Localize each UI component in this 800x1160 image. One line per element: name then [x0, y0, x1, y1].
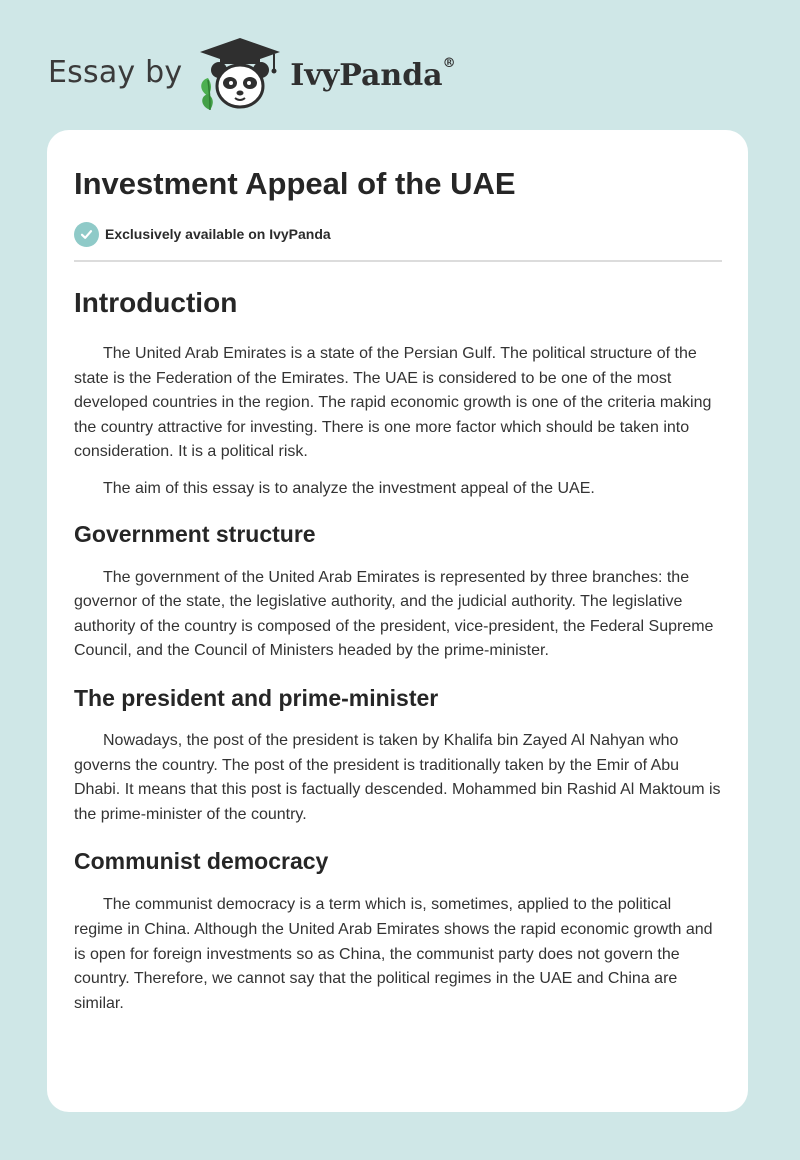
paragraph: The government of the United Arab Emirates is represented by three branches: the governor of the state, the legislative authority, and the judicial authority. The legislative authority of the country is composed of the president, vice-president, the Federal Supreme Council, and the Council of Ministers headed by the prime-minister. — [74, 568, 714, 660]
paragraph: The aim of this essay is to analyze the investment appeal of the UAE. — [103, 479, 595, 497]
brand-prefix: Essay by — [48, 54, 183, 90]
exclusive-badge-label: Exclusively available on IvyPanda — [105, 226, 331, 242]
paragraph: The communist democracy is a term which is, sometimes, applied to the political regime in China. Although the United Arab Emirates shows the rapid economic growth and is open for foreign investments so as China, the communist party does not govern the country. Therefore, we cannot say that the political regimes in the UAE and China are similar. — [74, 896, 713, 1012]
section-communist-democracy — [74, 847, 722, 1016]
paragraph: The United Arab Emirates is a state of the Persian Gulf. The political structure of the state is the Federation of the Emirates. The UAE is considered to be one of the most developed countries in the region. The rapid economic growth is one of the criteria making the country attractive for investing. There is one more factor which should be taken into consideration. It is a political risk. — [74, 345, 712, 461]
section-president-prime-minister — [74, 684, 722, 827]
brand-name[interactable]: IvyPanda® — [290, 55, 456, 93]
paragraph: Nowadays, the post of the president is taken by Khalifa bin Zayed Al Nahyan who governs the country. The post of the president is traditionally taken by the Emir of Abu Dhabi. It means that this post is factually descended. Mohammed bin Rashid Al Maktoum is the prime-minister of the country. — [74, 731, 721, 823]
checkmark-icon — [74, 222, 99, 247]
section-heading-government-structure: Government structure — [74, 520, 316, 547]
essay-title: Investment Appeal of the UAE — [74, 166, 516, 201]
section-heading-introduction: Introduction — [74, 287, 238, 318]
site-header — [48, 34, 456, 114]
panda-logo-icon[interactable] — [194, 36, 286, 112]
divider — [74, 260, 722, 262]
exclusive-badge — [74, 220, 722, 248]
essay-card — [47, 130, 748, 1112]
section-heading-communist-democracy: Communist democracy — [74, 848, 329, 875]
section-government-structure — [74, 520, 722, 664]
section-heading-president-prime-minister: The president and prime-minister — [74, 684, 439, 711]
section-introduction — [74, 286, 722, 502]
registered-mark: ® — [442, 55, 456, 71]
